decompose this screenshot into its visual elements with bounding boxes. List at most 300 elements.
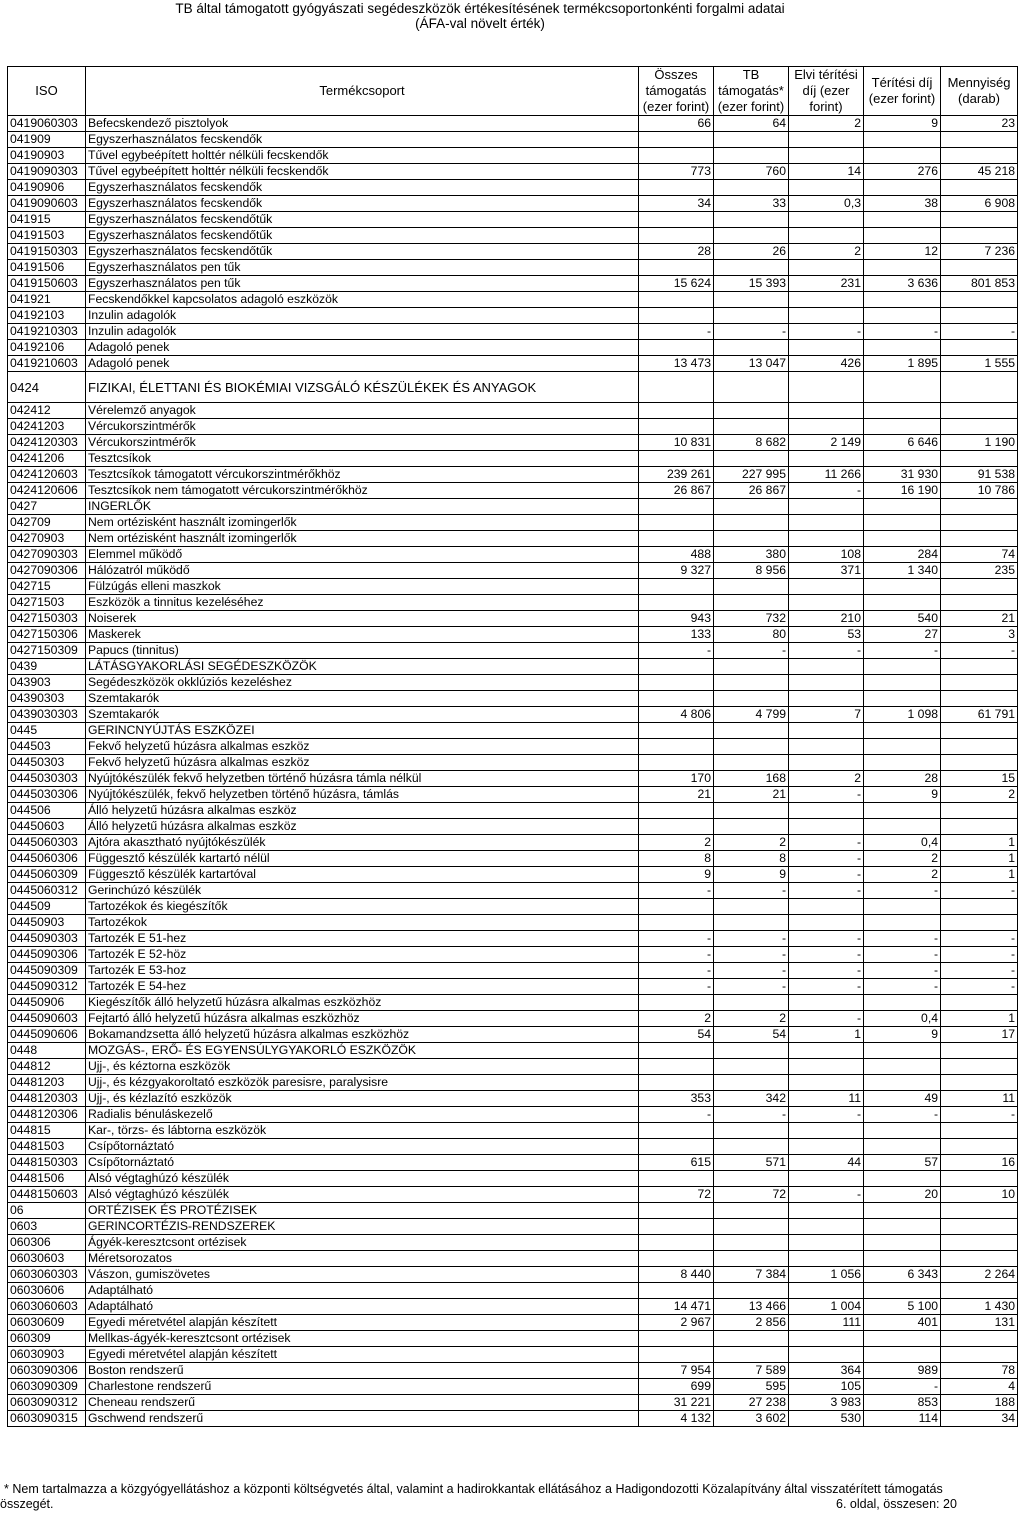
cell-group: Függesztő készülék kartartó nélül [86,851,639,867]
cell-elvi [789,819,864,835]
table-row [8,659,1018,675]
table-row [8,1075,1018,1091]
cell-group: Vászon, gumiszövetes [86,1267,639,1283]
cell-qty [941,1075,1018,1091]
cell-elvi: - [789,835,864,851]
cell-total [639,899,714,915]
cell-qty: 801 853 [941,276,1018,292]
table-row [8,1139,1018,1155]
table-row [8,1091,1018,1107]
cell-qty [941,308,1018,324]
cell-total: - [639,931,714,947]
table-row [8,260,1018,276]
cell-qty: 23 [941,116,1018,132]
cell-qty [941,1123,1018,1139]
cell-iso: 042709 [8,515,86,531]
cell-terites: 0,4 [864,1011,941,1027]
cell-iso: 044503 [8,739,86,755]
table-row [8,132,1018,148]
table-row [8,771,1018,787]
col-header-total: Összes támogatás (ezer forint) [639,67,714,116]
cell-qty: 1 555 [941,356,1018,372]
cell-terites [864,819,941,835]
cell-elvi [789,451,864,467]
table-row [8,1107,1018,1123]
cell-elvi [789,531,864,547]
cell-group: Elemmel működő [86,547,639,563]
cell-tb [714,451,789,467]
table-row [8,180,1018,196]
cell-elvi: 426 [789,356,864,372]
cell-total [639,691,714,707]
cell-iso: 0427090303 [8,547,86,563]
cell-tb [714,308,789,324]
cell-total [639,148,714,164]
cell-terites: 1 340 [864,563,941,579]
table-row [8,707,1018,723]
cell-total [639,803,714,819]
cell-group: Papucs (tinnitus) [86,643,639,659]
cell-group: Fülzúgás elleni maszkok [86,579,639,595]
cell-iso: 0419060303 [8,116,86,132]
cell-terites: 276 [864,164,941,180]
cell-group: Segédeszközök okklúziós kezeléshez [86,675,639,691]
cell-terites [864,755,941,771]
cell-iso: 0424120303 [8,435,86,451]
cell-group: Egyszerhasználatos fecskendők [86,180,639,196]
cell-terites: 9 [864,116,941,132]
cell-total: 28 [639,244,714,260]
table-row [8,196,1018,212]
cell-total: - [639,1107,714,1123]
cell-terites [864,899,941,915]
cell-iso: 0448 [8,1043,86,1059]
cell-qty [941,212,1018,228]
cell-tb: 21 [714,787,789,803]
cell-terites [864,1075,941,1091]
cell-qty: - [941,963,1018,979]
cell-tb: 732 [714,611,789,627]
cell-iso: 0439030303 [8,707,86,723]
cell-terites [864,659,941,675]
cell-tb [714,803,789,819]
cell-qty: 7 236 [941,244,1018,260]
cell-total: 13 473 [639,356,714,372]
cell-terites: 20 [864,1187,941,1203]
cell-group: Hálózatról működő [86,563,639,579]
cell-qty: 15 [941,771,1018,787]
cell-elvi: 2 [789,244,864,260]
cell-terites [864,691,941,707]
cell-tb [714,1251,789,1267]
cell-elvi [789,132,864,148]
cell-terites: 27 [864,627,941,643]
cell-total [639,659,714,675]
cell-qty [941,723,1018,739]
table-row [8,1347,1018,1363]
cell-qty [941,499,1018,515]
cell-tb [714,1171,789,1187]
footnote-cont: összegét. [0,1497,54,1511]
cell-qty: 61 791 [941,707,1018,723]
cell-group: Inzulin adagolók [86,308,639,324]
cell-group: Tesztcsíkok [86,451,639,467]
cell-tb [714,579,789,595]
cell-iso: 041921 [8,292,86,308]
table-row [8,611,1018,627]
cell-elvi [789,1043,864,1059]
cell-group: Fekvő helyzetű húzásra alkalmas eszköz [86,739,639,755]
cell-qty [941,419,1018,435]
cell-elvi: - [789,1187,864,1203]
cell-terites [864,132,941,148]
cell-group: ORTÉZISEK ÉS PROTÉZISEK [86,1203,639,1219]
cell-qty [941,1347,1018,1363]
cell-tb [714,739,789,755]
cell-iso: 04390303 [8,691,86,707]
cell-terites: 1 098 [864,707,941,723]
cell-elvi: - [789,947,864,963]
cell-elvi [789,1059,864,1075]
table-row [8,995,1018,1011]
cell-terites [864,531,941,547]
cell-total [639,579,714,595]
cell-iso: 04191503 [8,228,86,244]
cell-iso: 044815 [8,1123,86,1139]
cell-group: Egyszerhasználatos fecskendőtűk [86,244,639,260]
cell-total [639,1219,714,1235]
cell-iso: 0603090309 [8,1379,86,1395]
cell-qty: - [941,947,1018,963]
cell-total: - [639,883,714,899]
cell-qty: 1 [941,1011,1018,1027]
table-row [8,308,1018,324]
table-row [8,292,1018,308]
cell-total: 14 471 [639,1299,714,1315]
table-row [8,467,1018,483]
cell-qty: 10 786 [941,483,1018,499]
cell-terites: - [864,947,941,963]
cell-iso: 0445060306 [8,851,86,867]
cell-terites: 2 [864,851,941,867]
cell-iso: 0445 [8,723,86,739]
cell-tb: 7 384 [714,1267,789,1283]
cell-terites: 9 [864,787,941,803]
cell-group: Radialis bénuláskezelő [86,1107,639,1123]
table-row [8,244,1018,260]
cell-qty [941,1171,1018,1187]
cell-total: - [639,963,714,979]
cell-qty [941,819,1018,835]
cell-qty: - [941,324,1018,340]
cell-total [639,1203,714,1219]
table-row [8,1027,1018,1043]
cell-qty: 17 [941,1027,1018,1043]
cell-total [639,212,714,228]
cell-elvi [789,148,864,164]
table-row [8,899,1018,915]
cell-tb: - [714,963,789,979]
table-row [8,1011,1018,1027]
cell-qty [941,1043,1018,1059]
cell-terites [864,723,941,739]
cell-qty: 235 [941,563,1018,579]
cell-total: 72 [639,1187,714,1203]
cell-group: Adaptálható [86,1283,639,1299]
table-row [8,723,1018,739]
table-row [8,1235,1018,1251]
cell-total: 239 261 [639,467,714,483]
cell-terites [864,675,941,691]
table-row [8,164,1018,180]
cell-terites: 114 [864,1411,941,1427]
cell-iso: 042412 [8,403,86,419]
cell-elvi [789,915,864,931]
cell-iso: 0445030303 [8,771,86,787]
cell-tb [714,1235,789,1251]
cell-tb: - [714,931,789,947]
cell-iso: 0445090606 [8,1027,86,1043]
table-row [8,1171,1018,1187]
cell-iso: 0603 [8,1219,86,1235]
data-table [7,66,1018,1427]
cell-terites [864,1283,941,1299]
col-header-iso: ISO [8,67,86,116]
cell-iso: 0427 [8,499,86,515]
table-row [8,755,1018,771]
cell-total [639,132,714,148]
cell-group: Tesztcsíkok támogatott vércukorszintmérőkhöz [86,467,639,483]
table-row [8,1155,1018,1171]
cell-elvi [789,1235,864,1251]
cell-elvi: 111 [789,1315,864,1331]
cell-total [639,419,714,435]
col-header-tb: TB támogatás* (ezer forint) [714,67,789,116]
cell-qty: 91 538 [941,467,1018,483]
cell-group: Csípőtornáztató [86,1155,639,1171]
cell-qty [941,531,1018,547]
cell-elvi: - [789,979,864,995]
cell-terites [864,803,941,819]
cell-group: Szemtakarók [86,707,639,723]
cell-terites: 28 [864,771,941,787]
col-header-terites: Térítési díj (ezer forint) [864,67,941,116]
cell-group: Alsó végtaghúzó készülék [86,1171,639,1187]
cell-iso: 043903 [8,675,86,691]
cell-group: Tartozékok [86,915,639,931]
cell-tb: 227 995 [714,467,789,483]
cell-elvi: - [789,483,864,499]
cell-iso: 0445090312 [8,979,86,995]
cell-group: Szemtakarók [86,691,639,707]
cell-terites [864,995,941,1011]
cell-group: Kiegészítők álló helyzetű húzásra alkalmas eszközhöz [86,995,639,1011]
cell-iso: 0603090306 [8,1363,86,1379]
table-row [8,419,1018,435]
cell-tb: - [714,324,789,340]
cell-elvi [789,292,864,308]
cell-group: GERINCNYÚJTÁS ESZKÖZEI [86,723,639,739]
cell-group: Egyszerhasználatos fecskendők [86,132,639,148]
cell-elvi: 53 [789,627,864,643]
cell-iso: 0445090603 [8,1011,86,1027]
cell-iso: 04192103 [8,308,86,324]
cell-terites: - [864,883,941,899]
cell-elvi: - [789,883,864,899]
cell-elvi [789,1139,864,1155]
cell-terites: 2 [864,867,941,883]
cell-tb: 13 466 [714,1299,789,1315]
cell-iso: 0427150309 [8,643,86,659]
cell-total [639,819,714,835]
cell-terites [864,595,941,611]
cell-tb [714,1219,789,1235]
cell-elvi: 7 [789,707,864,723]
cell-iso: 041915 [8,212,86,228]
cell-tb [714,995,789,1011]
cell-qty [941,995,1018,1011]
cell-qty [941,691,1018,707]
cell-group: Egyszerhasználatos fecskendők [86,196,639,212]
cell-elvi: 1 004 [789,1299,864,1315]
cell-qty: 11 [941,1091,1018,1107]
cell-elvi: - [789,1107,864,1123]
cell-terites [864,1043,941,1059]
cell-total [639,403,714,419]
cell-qty: 4 [941,1379,1018,1395]
cell-elvi: 0,3 [789,196,864,212]
table-row [8,1395,1018,1411]
cell-terites [864,260,941,276]
cell-tb [714,292,789,308]
cell-elvi: 231 [789,276,864,292]
cell-terites: 5 100 [864,1299,941,1315]
cell-tb [714,419,789,435]
cell-terites: 989 [864,1363,941,1379]
table-row [8,547,1018,563]
cell-iso: 0424120606 [8,483,86,499]
cell-tb: 595 [714,1379,789,1395]
cell-elvi [789,755,864,771]
cell-group: Fecskendőkkel kapcsolatos adagoló eszközök [86,292,639,308]
cell-iso: 04270903 [8,531,86,547]
cell-group: Tartozék E 54-hez [86,979,639,995]
cell-group: Gerinchúzó készülék [86,883,639,899]
cell-tb: 168 [714,771,789,787]
cell-total: 170 [639,771,714,787]
cell-elvi [789,1203,864,1219]
cell-total: 773 [639,164,714,180]
cell-total [639,1059,714,1075]
cell-group: Tesztcsíkok nem támogatott vércukorszintmérőkhöz [86,483,639,499]
cell-qty [941,1283,1018,1299]
cell-elvi: 108 [789,547,864,563]
cell-iso: 04190906 [8,180,86,196]
cell-tb [714,1203,789,1219]
cell-tb [714,1075,789,1091]
cell-group: Vércukorszintmérők [86,419,639,435]
cell-tb: 4 799 [714,707,789,723]
cell-terites: 6 646 [864,435,941,451]
cell-qty: 1 430 [941,1299,1018,1315]
cell-qty [941,292,1018,308]
cell-group: Egyszerhasználatos fecskendőtűk [86,228,639,244]
cell-elvi: - [789,851,864,867]
cell-total: 34 [639,196,714,212]
col-header-qty: Mennyiség (darab) [941,67,1018,116]
cell-elvi: 105 [789,1379,864,1395]
cell-total [639,755,714,771]
cell-qty: 34 [941,1411,1018,1427]
cell-elvi [789,212,864,228]
cell-iso: 060306 [8,1235,86,1251]
cell-elvi [789,1219,864,1235]
cell-iso: 04241206 [8,451,86,467]
cell-elvi [789,228,864,244]
cell-iso: 044506 [8,803,86,819]
cell-group: Nyújtókészülék fekvő helyzetben történő húzásra támla nélkül [86,771,639,787]
cell-terites: 853 [864,1395,941,1411]
cell-tb: 54 [714,1027,789,1043]
cell-group: Egyedi méretvétel alapján készített [86,1347,639,1363]
cell-terites [864,372,941,403]
cell-total [639,595,714,611]
cell-tb: - [714,643,789,659]
cell-tb: 26 867 [714,483,789,499]
cell-qty: - [941,1107,1018,1123]
cell-qty [941,1219,1018,1235]
cell-iso: 0448150603 [8,1187,86,1203]
cell-total [639,531,714,547]
cell-total: 54 [639,1027,714,1043]
cell-group: Ajtóra akasztható nyújtókészülék [86,835,639,851]
cell-total: 7 954 [639,1363,714,1379]
table-row [8,1123,1018,1139]
cell-tb [714,659,789,675]
table-row [8,643,1018,659]
cell-group: Álló helyzetű húzásra alkalmas eszköz [86,803,639,819]
cell-terites [864,1347,941,1363]
cell-tb: 26 [714,244,789,260]
cell-group: Nyújtókészülék, fekvő helyzetben történő húzásra, támlás [86,787,639,803]
cell-total [639,739,714,755]
cell-iso: 0603090315 [8,1411,86,1427]
cell-iso: 04481503 [8,1139,86,1155]
cell-tb [714,1283,789,1299]
cell-qty: 2 [941,787,1018,803]
cell-tb: 80 [714,627,789,643]
cell-group: Tartozék E 52-höz [86,947,639,963]
cell-total: 2 [639,835,714,851]
cell-qty: - [941,643,1018,659]
cell-total: 4 132 [639,1411,714,1427]
cell-tb: 33 [714,196,789,212]
cell-iso: 04192106 [8,340,86,356]
cell-terites: 38 [864,196,941,212]
cell-iso: 04191506 [8,260,86,276]
cell-total: 943 [639,611,714,627]
cell-terites: - [864,1107,941,1123]
cell-total: 26 867 [639,483,714,499]
cell-tb [714,531,789,547]
cell-tb [714,691,789,707]
cell-tb: - [714,883,789,899]
cell-group: Cheneau rendszerű [86,1395,639,1411]
cell-tb [714,499,789,515]
cell-qty: 1 [941,851,1018,867]
cell-terites [864,292,941,308]
cell-elvi: - [789,643,864,659]
